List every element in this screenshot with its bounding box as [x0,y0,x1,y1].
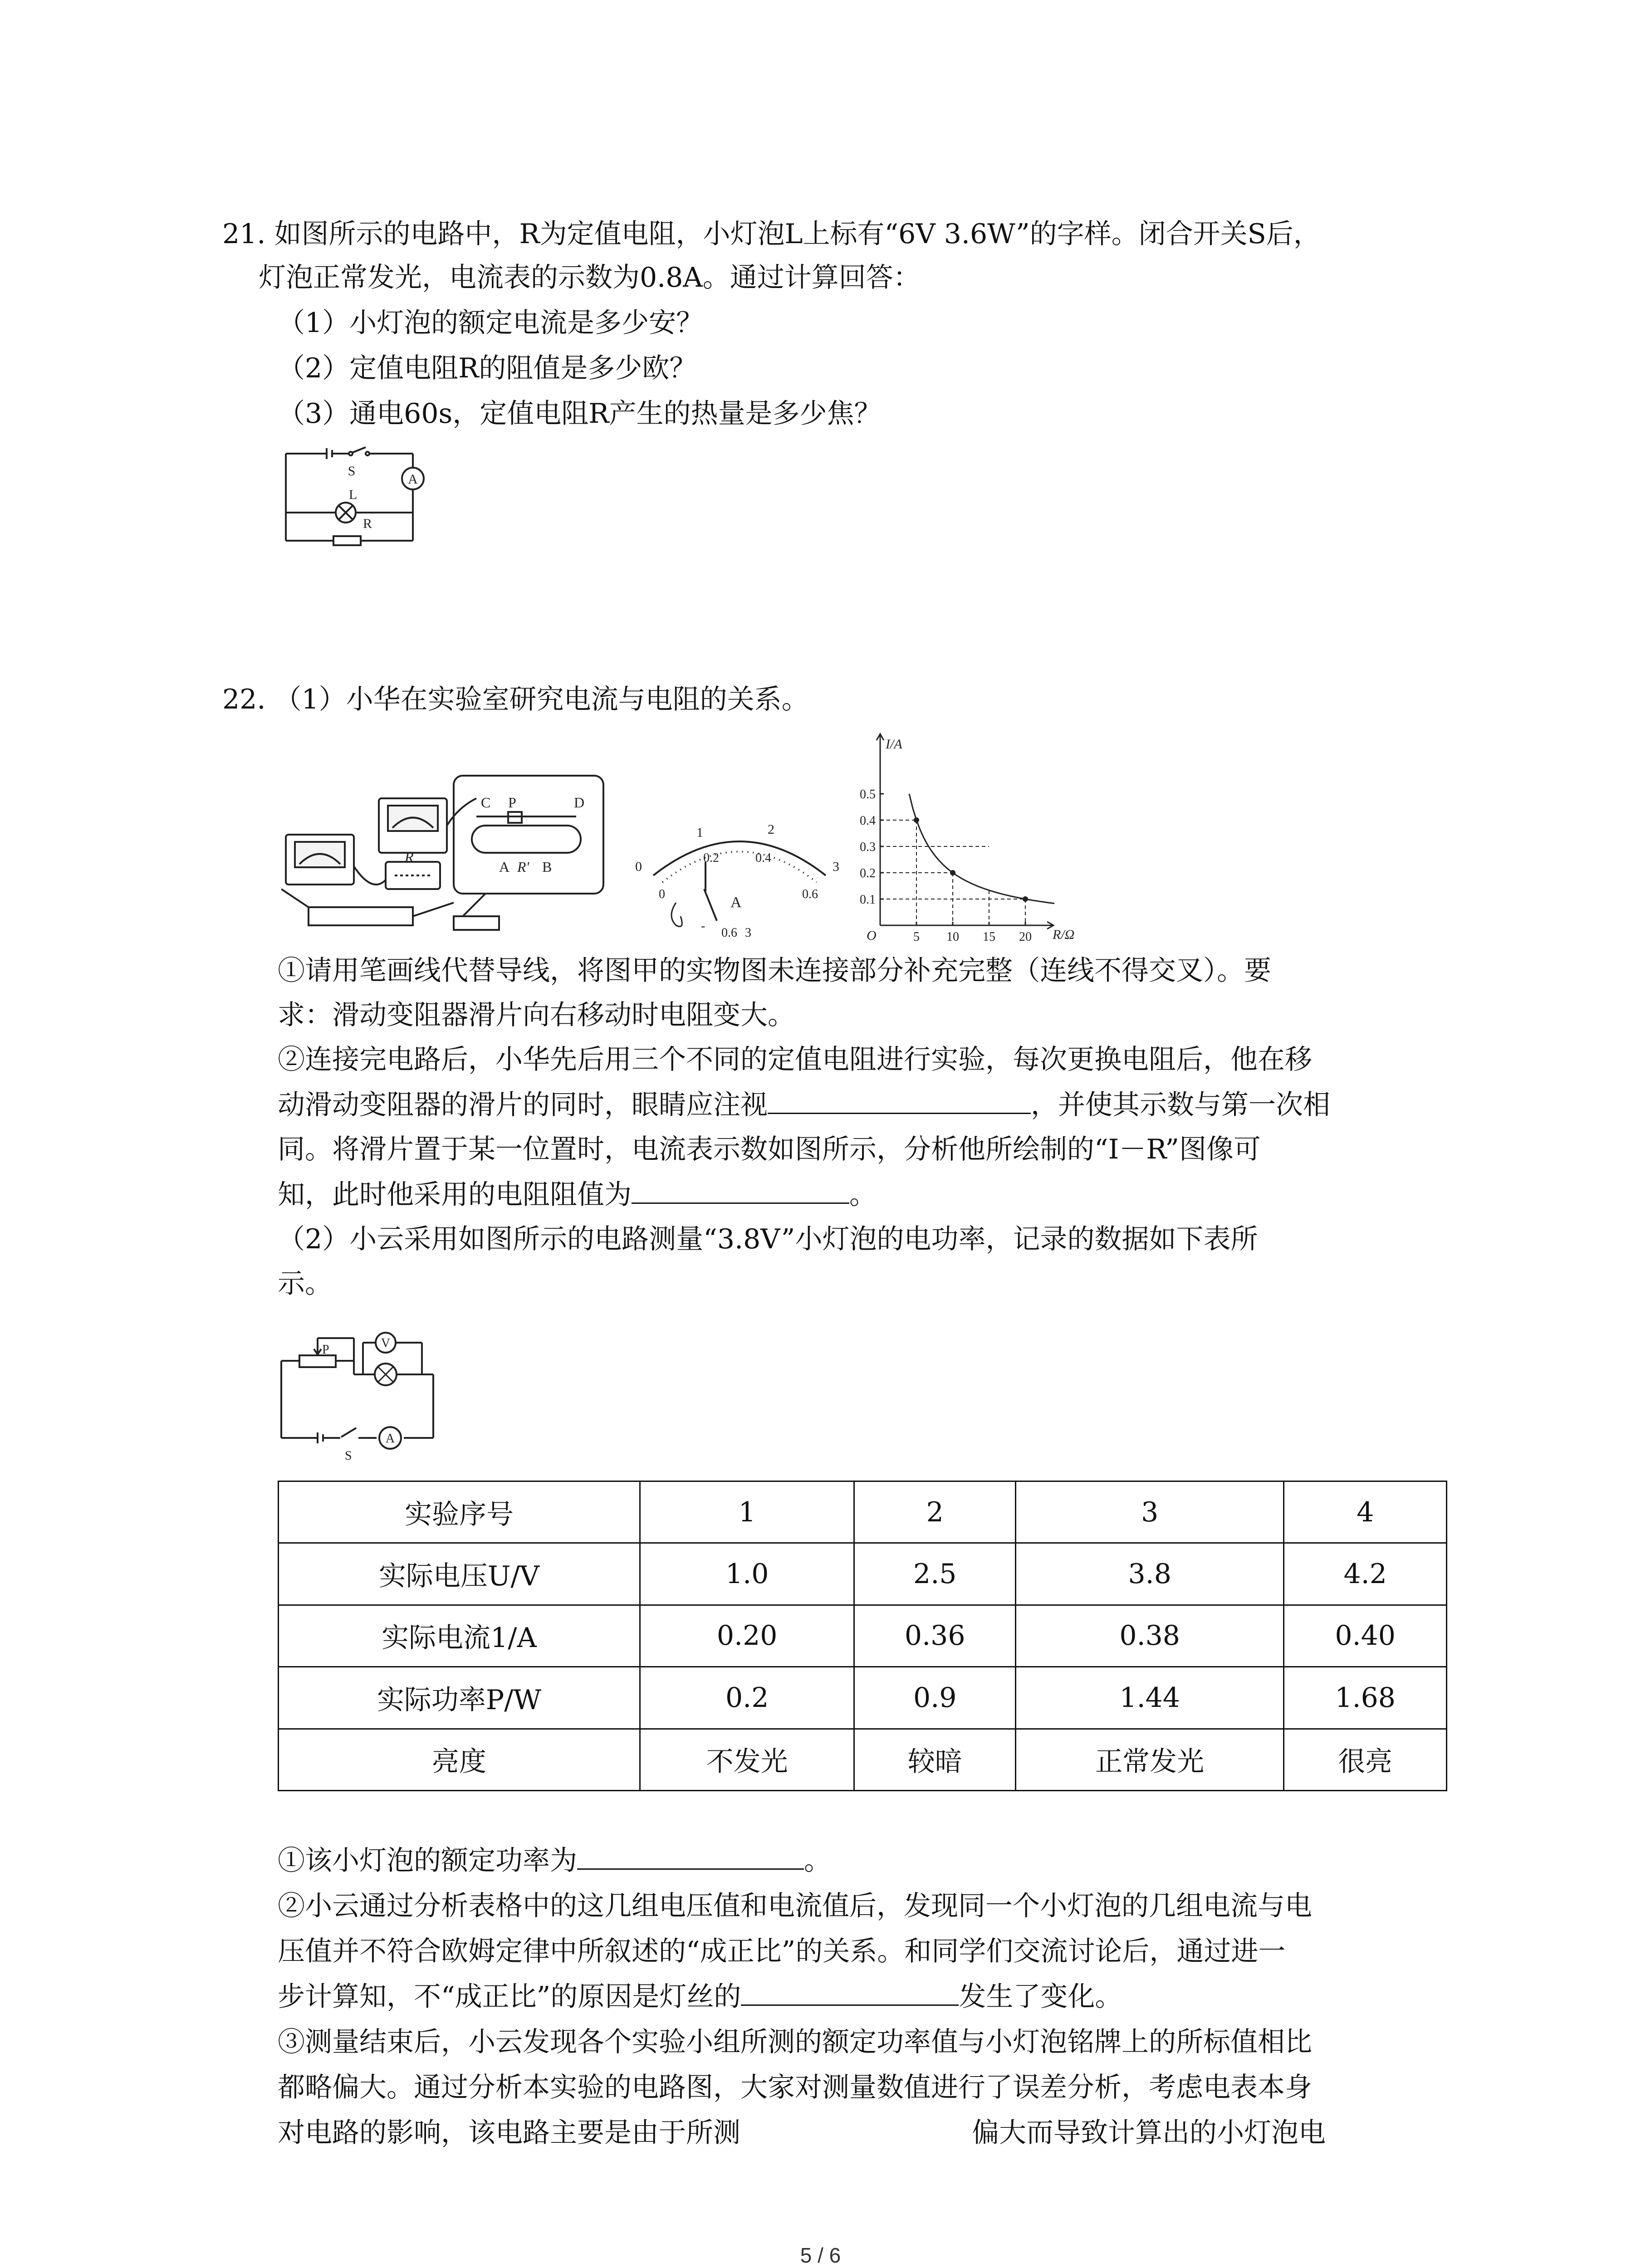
q22-p2-line-1: ②连接完电路后，小华先后用三个不同的定值电阻进行实验，每次更换电阻后，他在移 [278,1044,1312,1075]
table-cell: 0.36 [854,1605,1016,1667]
circuit2-switch-label: S [345,1449,352,1463]
graph-xtick-label: 15 [983,930,995,943]
table-cell: 0.20 [640,1605,854,1667]
meter-top-0: 0 [635,859,642,874]
graph-xlabel: R/Ω [1053,927,1075,942]
q22-qb-line-1: ②小云通过分析表格中的这几组电压值和电流值后，发现同一个小灯泡的几组电流与电 [278,1890,1312,1922]
circuit2-ammeter-label: A [385,1432,395,1446]
resistor-label-r: R [405,849,414,865]
table-cell: 0.2 [640,1667,854,1729]
graph-point [914,817,919,823]
table-row [279,1667,1447,1729]
q22-qc-line-2: 都略偏大。通过分析本实验的电路图，大家对测量数值进行了误差分析，考虑电表本身 [278,2072,1312,2103]
q22-qc-line-3a: 对电路的影响，该电路主要是由于所测 [278,2117,740,2149]
rheostat-label-b: B [542,859,552,875]
graph-ylabel: I/A [886,737,902,752]
q22-part2-line-2: 示。 [278,1268,332,1300]
q21-ammeter-label: A [408,472,418,487]
q22-qc-line-1: ③测量结束后，小云发现各个实验小组所测的额定功率值与小灯泡铭牌上的所标值相比 [278,2026,1312,2058]
q21-lamp-label: L [348,487,358,502]
meter-bottom-04: 0.4 [755,851,771,865]
table-cell: 实际电压U/V [279,1543,640,1605]
answer-blank-watch-meter[interactable] [768,1087,1031,1114]
table-cell: 0.9 [854,1667,1016,1729]
q22-p2-line-4a: 知，此时他采用的电阻阻值为 [278,1179,632,1211]
q22-p1-line-1: ①请用笔画线代替导线，将图甲的实物图未连接部分补充完整（连线不得交叉）。要 [278,955,1271,987]
q22-qb-line-2: 压值并不符合欧姆定律中所叙述的“成正比”的关系。和同学们交流讨论后，通过进一 [278,1936,1286,1967]
rheostat-label-r-prime: R' [517,859,529,875]
q21-circuit-diagram [277,445,426,549]
table-row [279,1729,1447,1790]
table-row [279,1481,1447,1543]
q22-qb-line-3 [278,1979,1122,2015]
q22-p2-line-3: 同。将滑片置于某一位置时，电流表示数如图所示，分析他所绘制的“I－R”图像可 [278,1134,1261,1165]
table-cell: 正常发光 [1016,1729,1284,1790]
table-cell: 实际功率P/W [279,1667,640,1729]
q21-line-2: 灯泡正常发光，电流表的示数为0.8A。通过计算回答： [259,262,921,293]
q22-part2-line-1: （2）小云采用如图所示的电路测量“3.8V”小灯泡的电功率，记录的数据如下表所 [278,1223,1258,1255]
table-row [279,1605,1447,1667]
meter-top-1: 1 [696,825,703,840]
q22-qb-line-3b: 发生了变化。 [959,1981,1122,2013]
graph-xtick-label: 5 [913,930,920,943]
q22-qc-line-3 [278,2115,1326,2151]
q22-qa-text: ①该小灯泡的额定功率为 [278,1845,577,1877]
q21-resistor-label: R [362,516,372,531]
meter-bottom-06: 0.6 [802,887,818,901]
graph-origin: O [867,928,877,943]
table-cell: 1.0 [640,1543,854,1605]
graph-marks [860,787,1054,943]
q22-p2-line-2 [278,1087,1330,1123]
graph-ytick-label: 0.2 [860,866,876,880]
q21-sub-3: （3）通电60s，定值电阻R产生的热量是多少焦？ [278,398,882,430]
rheostat-label-d: D [574,794,585,811]
meter-bottom-0: 0 [659,887,665,901]
table-cell: 2.5 [854,1543,1016,1605]
table-cell: 不发光 [640,1729,854,1790]
table-cell: 3.8 [1016,1543,1284,1605]
meter-bottom-02: 0.2 [703,851,719,865]
table-cell: 实验序号 [279,1481,640,1543]
answer-blank-filament[interactable] [741,1979,959,2006]
q22-circuit-2-diagram [272,1325,445,1474]
graph-point [950,870,955,875]
table-cell: 亮度 [279,1729,640,1790]
answer-blank-rated-power[interactable] [577,1843,804,1870]
graph-point [1023,896,1028,902]
q22-qa-end: 。 [804,1845,831,1877]
meter-terminal-06: 0.6 [721,926,737,940]
graph-xtick-label: 10 [946,930,959,943]
graph-ytick-label: 0.4 [860,814,876,828]
q22-ammeter-dial [626,798,862,943]
table-cell: 4.2 [1284,1543,1447,1605]
q22-p2-line-4 [278,1177,877,1213]
table-cell: 1.44 [1016,1667,1284,1729]
q22-qc-line-3b: 偏大而导致计算出的小灯泡电 [972,2117,1326,2149]
page-number: 5 / 6 [800,2244,841,2267]
q22-p2-line-2a: 动滑动变阻器的滑片的同时，眼睛应注视 [278,1089,768,1121]
q22-i-r-graph [853,726,1089,943]
answer-blank-resistance[interactable] [632,1177,849,1204]
table-row [279,1543,1447,1605]
q22-qb-line-3a: 步计算知，不“成正比”的原因是灯丝的 [278,1981,741,2013]
table-cell: 0.38 [1016,1605,1284,1667]
q22-data-table [278,1481,1447,1791]
table-cell: 4 [1284,1481,1447,1543]
table-cell: 1 [640,1481,854,1543]
q22-p1-line-2: 求：滑动变阻器滑片向右移动时电阻变大。 [278,999,795,1031]
q22-p2-line-2b: ，并使其示数与第一次相 [1031,1089,1330,1121]
table-cell: 较暗 [854,1729,1016,1790]
table-cell: 3 [1016,1481,1284,1543]
q21-sub-1: （1）小灯泡的额定电流是多少安？ [278,307,704,339]
table-cell: 0.40 [1284,1605,1447,1667]
graph-ytick-label: 0.5 [860,787,876,802]
q22-qa-line [278,1843,831,1879]
table-cell: 2 [854,1481,1016,1543]
graph-curve [909,794,1054,904]
meter-terminal-3: 3 [745,926,751,940]
table-cell: 1.68 [1284,1667,1447,1729]
rheostat-label-c: C [481,794,491,811]
q22-apparatus-drawing [281,771,608,943]
graph-ytick-label: 0.3 [860,840,876,854]
q21-sub-2: （2）定值电阻R的阻值是多少欧？ [278,352,697,384]
q22-p2-line-4b: 。 [849,1179,877,1211]
graph-xtick-label: 20 [1019,930,1032,943]
rheostat-label-p: P [508,794,516,811]
graph-ytick-label: 0.1 [860,893,876,907]
meter-terminal-neg: - [701,919,705,933]
q21-switch-label: S [348,464,356,479]
table-cell: 很亮 [1284,1729,1447,1790]
meter-top-3: 3 [833,859,839,874]
q22-intro: 22. （1）小华在实验室研究电流与电阻的关系。 [222,684,809,715]
meter-unit: A [730,894,742,911]
q21-line-1: 21. 如图所示的电路中，R为定值电阻，小灯泡L上标有“6V 3.6W”的字样。闭合开关S后， [222,218,1321,250]
table-cell: 实际电流1/A [279,1605,640,1667]
rheostat-label-a: A [499,859,510,875]
meter-top-2: 2 [768,822,774,837]
circuit2-label-p: P [322,1343,329,1357]
circuit2-voltmeter-label: V [381,1336,391,1350]
